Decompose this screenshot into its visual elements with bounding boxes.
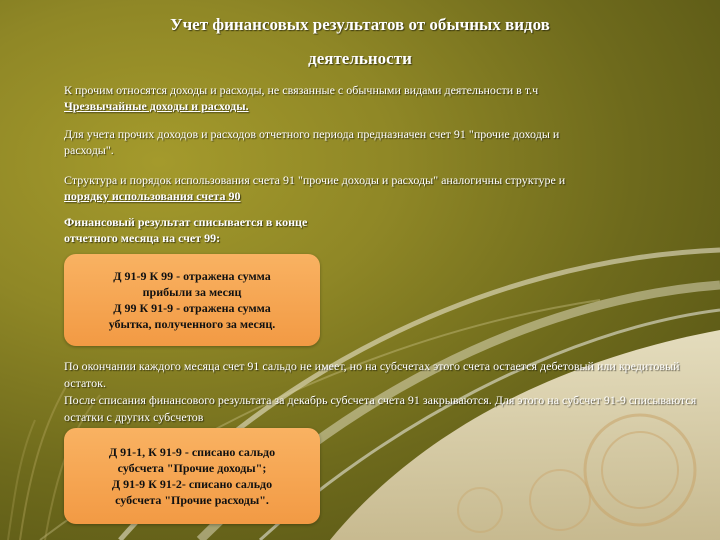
paragraph-other-income-text: К прочим относятся доходы и расходы, не связанные с обычными видами деятельности в т.ч bbox=[64, 83, 539, 97]
posting-box-month-result-line-1: Д 91-9 К 99 - отражена сумма bbox=[113, 269, 271, 283]
title-line-2: деятельности bbox=[308, 49, 412, 68]
paragraph-financial-result-line-1: Финансовый результат списывается в конце bbox=[64, 215, 308, 229]
posting-box-year-end-line-1: Д 91-1, К 91-9 - списано сальдо bbox=[108, 445, 276, 459]
posting-box-year-end-line-2: субсчета "Прочие доходы"; bbox=[117, 461, 267, 475]
paragraph-account-91 bbox=[64, 126, 604, 158]
page-title bbox=[0, 8, 720, 76]
posting-box-month-result bbox=[64, 254, 320, 346]
paragraph-structure bbox=[64, 172, 604, 204]
link-account-90-usage[interactable]: порядку использования счета 90 bbox=[64, 189, 241, 203]
paragraph-account-91-text: Для учета прочих доходов и расходов отчетного периода предназначен счет 91 "прочие доходы и расходы". bbox=[64, 127, 560, 157]
paragraph-financial-result-line-2: отчетного месяца на счет 99: bbox=[64, 231, 221, 245]
posting-box-year-end-line-3: Д 91-9 К 91-2- списано сальдо bbox=[111, 477, 273, 491]
link-extraordinary-income[interactable]: Чрезвычайные доходы и расходы. bbox=[64, 99, 249, 113]
paragraph-month-end-line-1: По окончании каждого месяца счет 91 сальдо не имеет, но на субсчетах этого счета остается дебетовый или кредитовый остаток. bbox=[64, 359, 680, 390]
posting-box-year-end-line-4: субсчета "Прочие расходы". bbox=[115, 493, 269, 507]
paragraph-month-end bbox=[64, 358, 714, 426]
paragraph-structure-text: Структура и порядок использования счета 91 "прочие доходы и расходы" аналогичны структуре и bbox=[64, 173, 566, 187]
title-line-1: Учет финансовых результатов от обычных видов bbox=[170, 15, 550, 34]
posting-box-month-result-line-3: Д 99 К 91-9 - отражена сумма bbox=[113, 301, 271, 315]
posting-box-month-result-line-4: убытка, полученного за месяц. bbox=[108, 317, 276, 331]
paragraph-month-end-line-2: После списания финансового результата за декабрь субсчета счета 91 закрываются. Для этого на субсчет 91-9 списываются остатки с других субсчетов bbox=[64, 393, 697, 424]
paragraph-financial-result bbox=[64, 214, 364, 246]
posting-box-month-result-line-2: прибыли за месяц bbox=[142, 285, 242, 299]
posting-box-year-end bbox=[64, 428, 320, 524]
paragraph-other-income bbox=[64, 82, 604, 114]
